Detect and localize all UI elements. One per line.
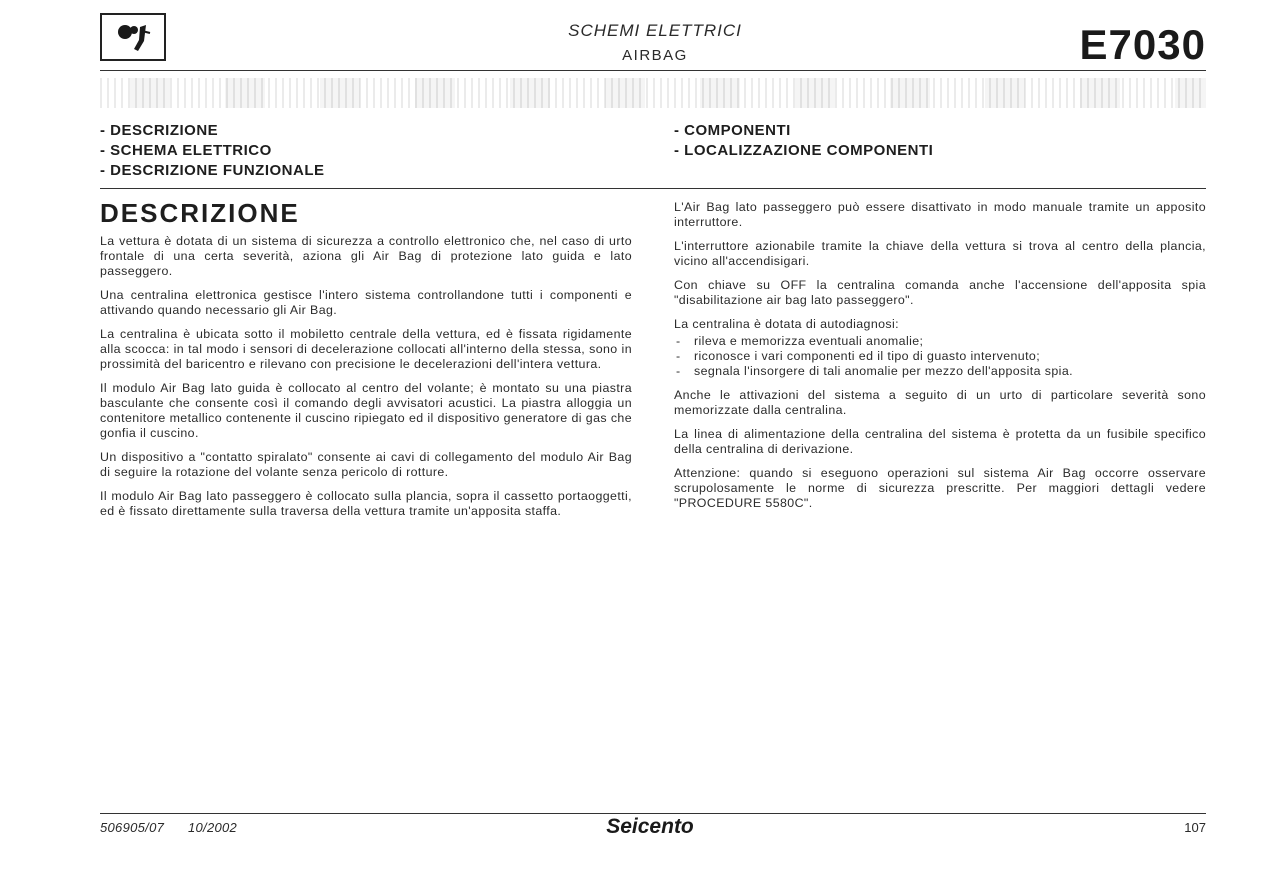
page-subtitle: AIRBAG <box>622 47 688 64</box>
paragraph: Il modulo Air Bag lato passeggero è collocato sulla plancia, sopra il cassetto portaoggetti, ed è fissato direttamente sulla traversa della vettura tramite un'apposita staffa. <box>100 489 632 518</box>
list-item: - segnala l'insorgere di tali anomalie per mezzo dell'apposita spia. <box>674 364 1206 379</box>
contents-item[interactable]: - DESCRIZIONE FUNZIONALE <box>100 162 325 179</box>
scan-noise-band <box>100 78 1206 108</box>
paragraph: L'Air Bag lato passeggero può essere disattivato in modo manuale tramite un apposito interruttore. <box>674 200 1206 229</box>
paragraph: Il modulo Air Bag lato guida è collocato al centro del volante; è montato su una piastra basculante che consente così il comando degli avvisatori acustici. La piastra alloggia un contenitore metallico contenente il cuscino ripiegato ed il dispositivo generatore di gas che gonfia il cuscino. <box>100 381 632 440</box>
paragraph: La centralina è dotata di autodiagnosi: <box>674 317 900 331</box>
contents-item[interactable]: - DESCRIZIONE <box>100 122 219 139</box>
section-code: E7030 <box>1079 21 1206 68</box>
list-item: - rileva e memorizza eventuali anomalie; <box>674 334 1206 349</box>
paragraph: Attenzione: quando si eseguono operazioni sul sistema Air Bag occorre osservare scrupolosamente le norme di sicurezza prescritte. Per maggiori dettagli vedere "PROCEDURE 5580C". <box>674 466 1206 510</box>
paragraph: Una centralina elettronica gestisce l'intero sistema controllandone tutti i componenti e attivando quando necessario gli Air Bag. <box>100 288 632 317</box>
paragraph: L'interruttore azionabile tramite la chiave della vettura si trova al centro della plancia, vicino all'accendisigari. <box>674 239 1206 268</box>
list-item: - riconosce i vari componenti ed il tipo di guasto intervenuto; <box>674 349 1206 364</box>
contents-item[interactable]: - LOCALIZZAZIONE COMPONENTI <box>674 142 934 159</box>
paragraph: Con chiave su OFF la centralina comanda anche l'accensione dell'apposita spia "disabilitazione air bag lato passeggero". <box>674 278 1206 307</box>
paragraph: Un dispositivo a "contatto spiralato" consente ai cavi di collegamento del modulo Air Bag di seguire la rotazione del volante senza pericolo di rotture. <box>100 450 632 479</box>
brand-logo: Seicento <box>606 815 694 838</box>
footer-divider <box>100 813 1206 814</box>
doc-date: 10/2002 <box>188 820 238 835</box>
airbag-person-icon <box>112 21 156 55</box>
contents-list-right <box>674 121 933 161</box>
page-number: 107 <box>1184 820 1206 835</box>
paragraph: La linea di alimentazione della centralina del sistema è protetta da un fusibile specifico della centralina di derivazione. <box>674 427 1206 456</box>
left-column <box>100 234 632 528</box>
right-column <box>674 200 1206 520</box>
contents-item[interactable]: - SCHEMA ELETTRICO <box>100 142 272 159</box>
contents-list-left <box>100 121 325 181</box>
paragraph: La vettura è dotata di un sistema di sicurezza a controllo elettronico che, nel caso di urto frontale di una certa severità, aziona gli Air Bag di protezione lato guida e lato passeggero. <box>100 234 632 278</box>
section-logo <box>100 13 166 61</box>
page-title: SCHEMI ELETTRICI <box>568 21 742 40</box>
contents-divider <box>100 188 1206 189</box>
section-heading: DESCRIZIONE <box>100 198 300 228</box>
paragraph: La centralina è ubicata sotto il mobiletto centrale della vettura, ed è fissata rigidamente alla scocca: in tal modo i sensori di decelerazione collocati all'interno della stessa, sono in prossimità del baricentro e rilevano con precisione le decelerazioni dell'intera vettura. <box>100 327 632 371</box>
contents-item[interactable]: - COMPONENTI <box>674 122 791 139</box>
footer-doc-info <box>100 820 237 835</box>
header-divider <box>100 70 1206 71</box>
doc-code: 506905/07 <box>100 820 165 835</box>
diagnostics-list <box>674 334 1206 379</box>
paragraph: Anche le attivazioni del sistema a seguito di un urto di particolare severità sono memorizzate dalla centralina. <box>674 388 1206 417</box>
